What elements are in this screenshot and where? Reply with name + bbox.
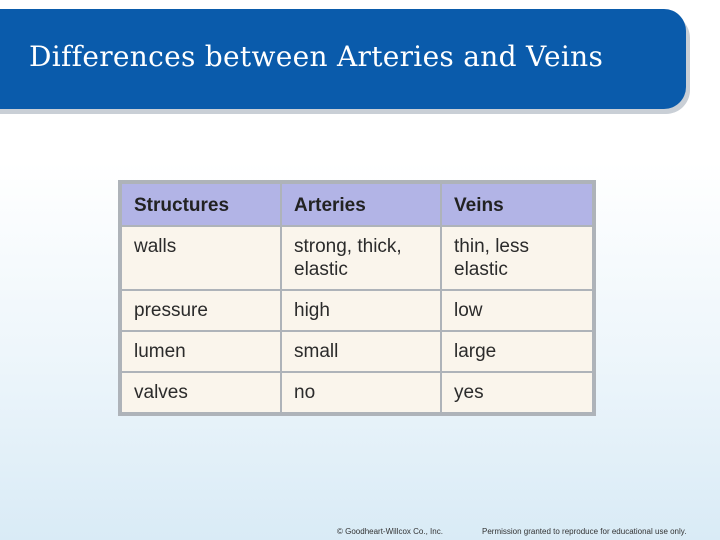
table-row <box>122 332 592 371</box>
header-arteries: Arteries <box>282 184 440 225</box>
table-cell: large <box>442 332 592 371</box>
table-cell: strong, thick, elastic <box>282 227 440 289</box>
page-title: Differences between Arteries and Veins <box>29 40 604 73</box>
table-header-row <box>122 184 592 225</box>
table-cell: lumen <box>122 332 280 371</box>
table-cell: low <box>442 291 592 330</box>
footer-copyright: © Goodheart-Willcox Co., Inc. <box>337 527 443 536</box>
table-cell: small <box>282 332 440 371</box>
header-structures: Structures <box>122 184 280 225</box>
table-cell: high <box>282 291 440 330</box>
comparison-table <box>118 180 596 416</box>
table-cell: no <box>282 373 440 412</box>
header-veins: Veins <box>442 184 592 225</box>
table-row <box>122 291 592 330</box>
table-row <box>122 227 592 289</box>
table-cell: valves <box>122 373 280 412</box>
table-cell: thin, less elastic <box>442 227 592 289</box>
table-cell: pressure <box>122 291 280 330</box>
table-cell: yes <box>442 373 592 412</box>
table-row <box>122 373 592 412</box>
table-cell: walls <box>122 227 280 289</box>
footer-permission: Permission granted to reproduce for educational use only. <box>482 527 687 536</box>
